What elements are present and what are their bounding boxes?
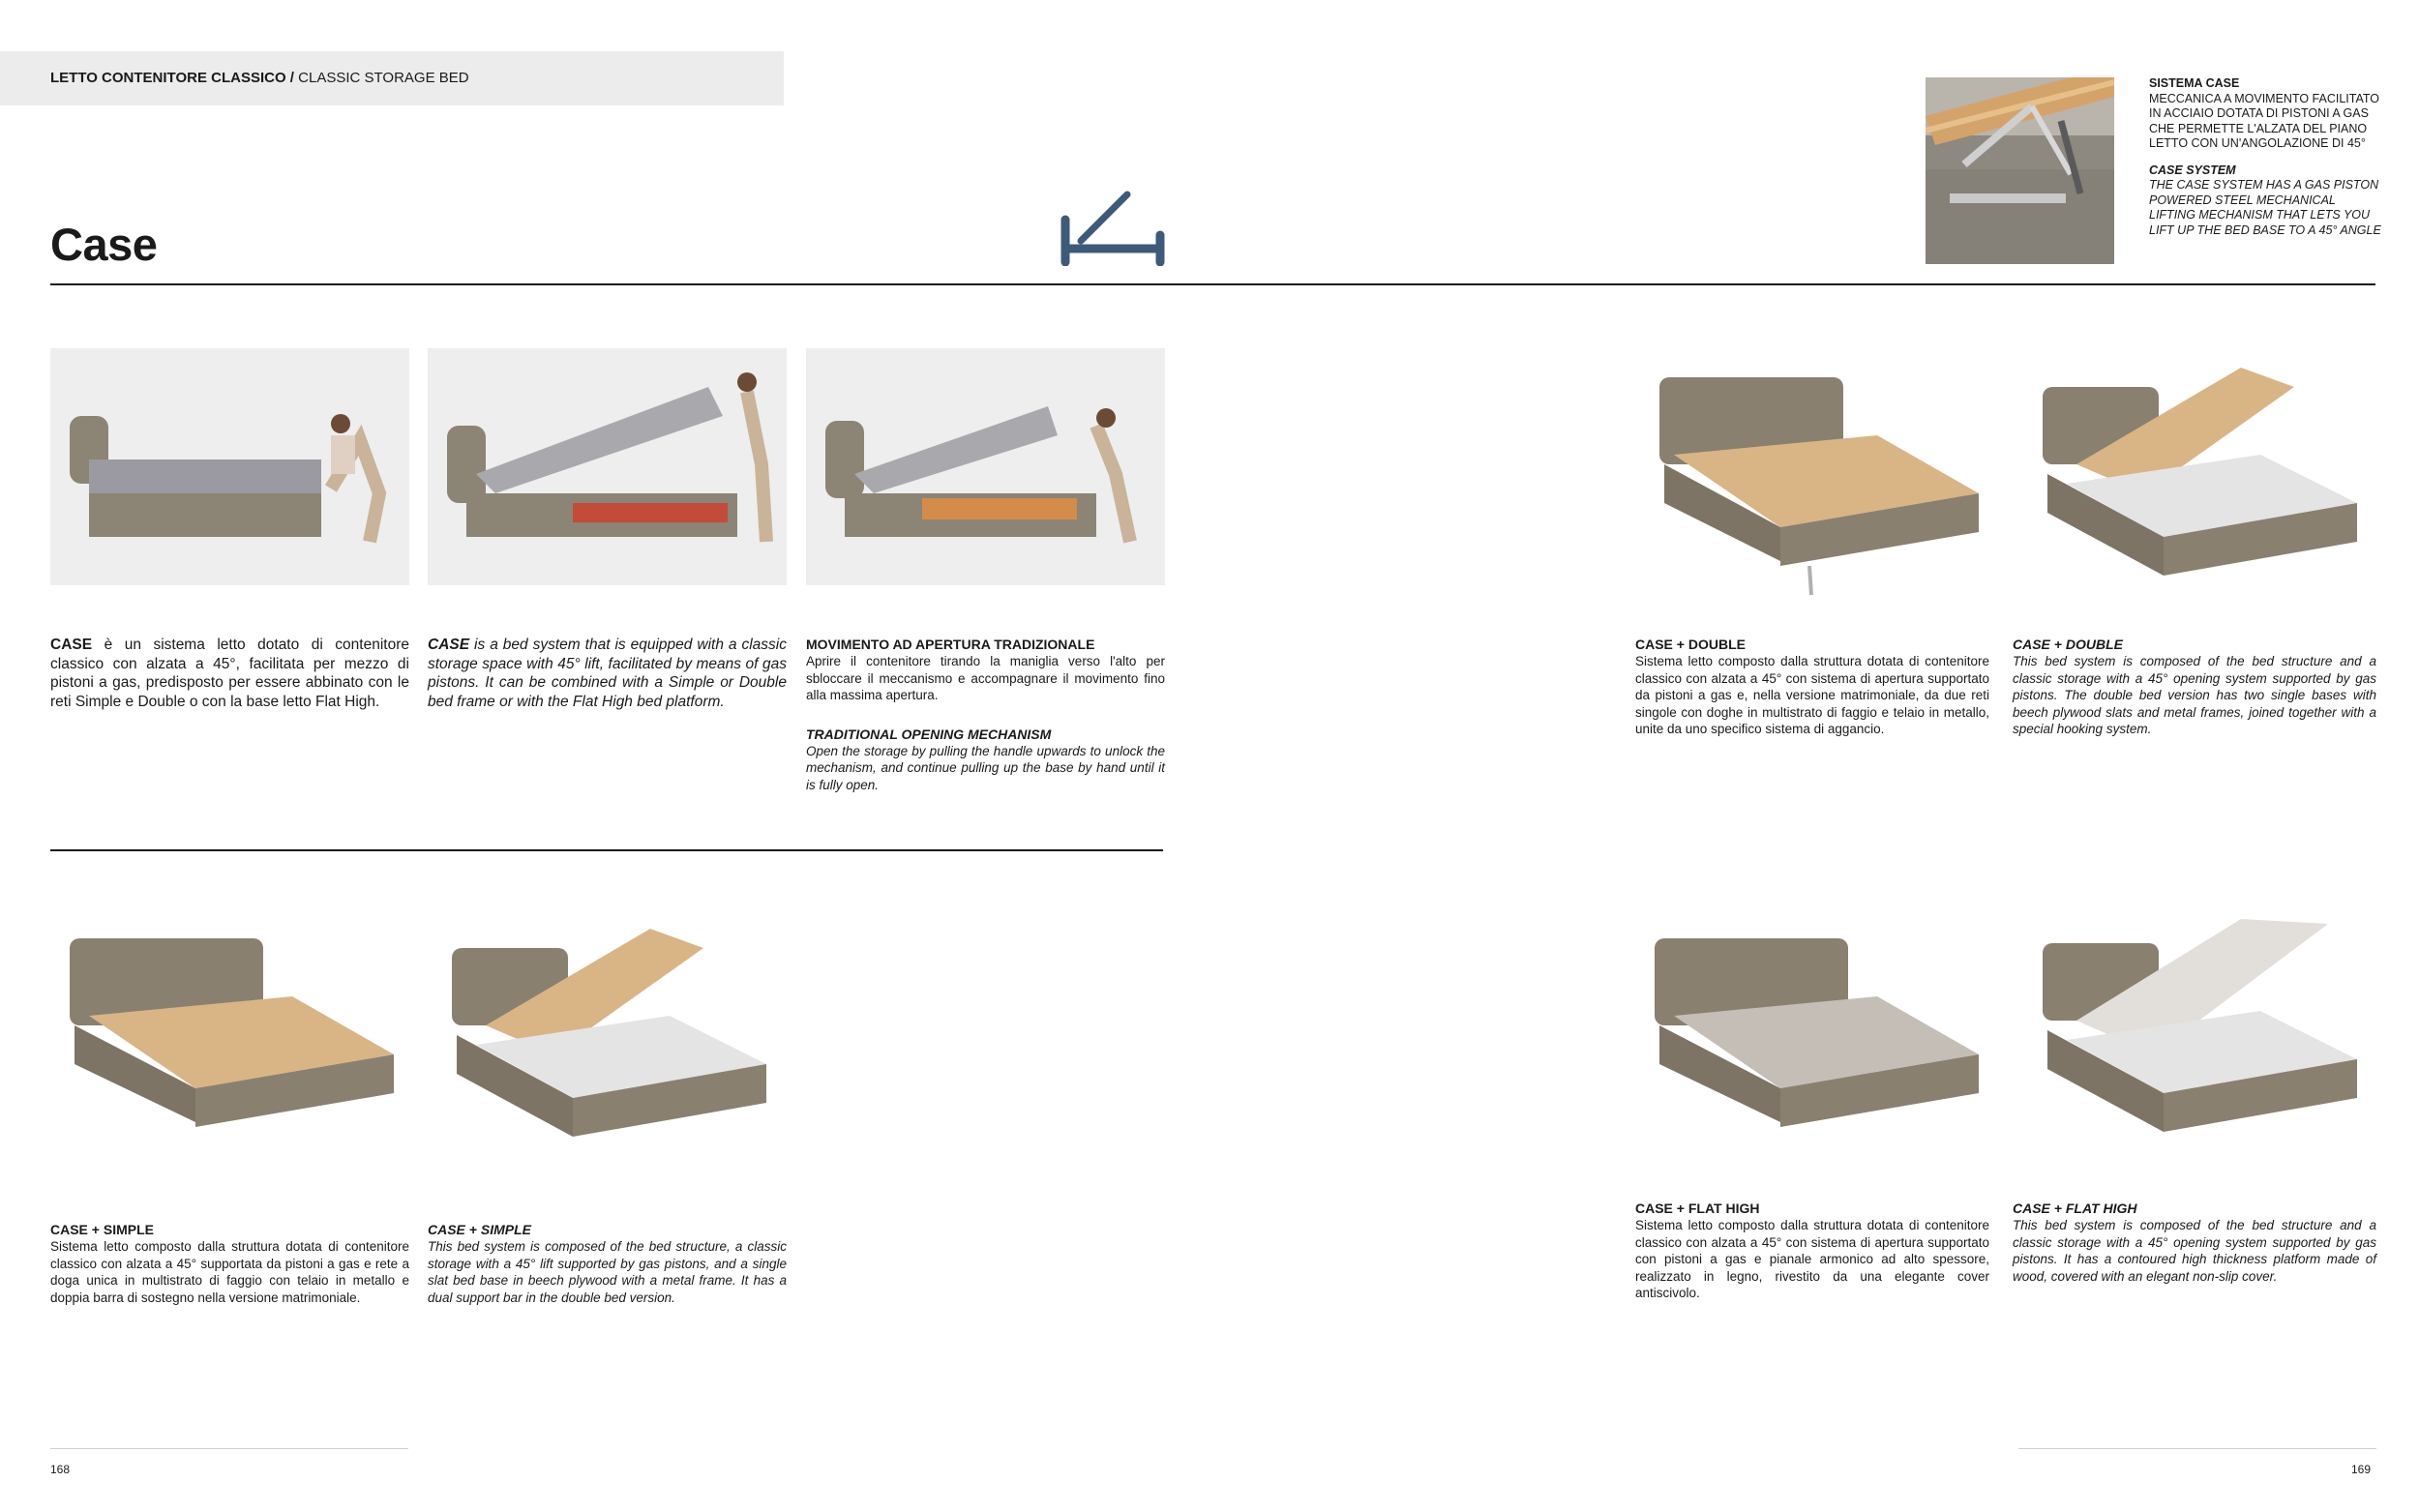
image-case-double-open [2018, 348, 2386, 609]
case-system-note [2149, 76, 2381, 238]
photo-bed-opening [428, 348, 787, 585]
case-flat-high-it [1635, 1200, 1989, 1302]
case-simple-en [428, 1221, 787, 1306]
mechanism-photo [1926, 77, 2114, 264]
header-title-it: LETTO CONTENITORE CLASSICO [50, 70, 286, 86]
section-header [50, 70, 469, 86]
image-case-simple-closed [50, 914, 418, 1171]
case-double-en [2013, 636, 2376, 738]
section-divider [50, 849, 1163, 851]
header-title-en: CLASSIC STORAGE BED [298, 70, 469, 86]
photo-bed-open [806, 348, 1165, 585]
intro-it [50, 636, 409, 711]
case-simple-text-en: This bed system is composed of the bed structure, a classic storage with a 45° lift supported by gas pistons, and a single slat bed base in beech plywood with a metal frame. It has a dual support bar in the double bed version. [428, 1239, 787, 1305]
case-flat-high-text-it: Sistema letto composto dalla struttura dotata di contenitore classico con alzata a 45° con sistema di apertura supportato con pistoni a gas e pianale armonico ad alto spessore, realizzato in legno, rivestito da una elegante cover antiscivolo. [1635, 1218, 1989, 1300]
image-case-flat-high-open [2018, 914, 2386, 1161]
case-flat-high-text-en: This bed system is composed of the bed structure and a classic storage with a 45° opening system supported by gas pistons. It has a contoured high thickness platform made of wood, covered with an elegant non-slip cover. [2013, 1218, 2376, 1284]
case-double-label-en: CASE + DOUBLE [2013, 637, 2123, 652]
intro-en [428, 636, 787, 711]
case-double-text-it: Sistema letto composto dalla struttura dotata di contenitore classico con alzata a 45° con sistema di apertura supportato da pistoni a gas e, nella versione matrimoniale, da due reti singole con doghe in multistrato di faggio e telaio in metallo, unite da uno specifico sistema di aggancio. [1635, 654, 1989, 736]
mechanism-text-en: Open the storage by pulling the handle upwards to unlock the mechanism, and continue pulling up the base by hand until it is fully open. [806, 743, 1165, 792]
header-separator: / [285, 70, 299, 86]
mechanism-label-it: MOVIMENTO AD APERTURA TRADIZIONALE [806, 637, 1095, 652]
case-simple-label-en: CASE + SIMPLE [428, 1222, 531, 1237]
intro-text-en: is a bed system that is equipped with a classic storage space with 45° lift, facilitated by means of gas pistons. It can be combined with a Simple or Double bed frame or with the Flat High bed platform. [428, 637, 787, 710]
photo-bed-closed [50, 348, 409, 585]
brand-name-it: CASE [50, 637, 93, 653]
bed-lift-icon [1060, 189, 1166, 266]
title-divider [50, 283, 2375, 285]
mechanism-label-en: TRADITIONAL OPENING MECHANISM [806, 726, 1052, 742]
case-flat-high-label-it: CASE + FLAT HIGH [1635, 1201, 1760, 1216]
image-case-double-closed [1635, 348, 2003, 609]
image-case-flat-high-closed [1635, 914, 2003, 1161]
page-title: Case [50, 219, 158, 270]
footer-rule-right [2018, 1448, 2376, 1449]
brand-name-en: CASE [428, 637, 470, 653]
case-system-label-en: CASE SYSTEM [2149, 163, 2236, 177]
intro-text-it: è un sistema letto dotato di contenitore classico con alzata a 45°, facilitata per mezzo di pistoni a gas, predisposto per essere abbinato con le reti Simple e Double o con la base letto Flat High. [50, 637, 409, 710]
case-double-text-en: This bed system is composed of the bed structure and a classic storage with a 45° opening system supported by gas pistons. The double bed version has two single bases with beech plywood slats and metal frames, joined together with a special hooking system. [2013, 654, 2376, 736]
case-system-text-it: MECCANICA A MOVIMENTO FACILITATO IN ACCIAIO DOTATA DI PISTONI A GAS CHE PERMETTE L'ALZATA DEL PIANO LETTO CON UN'ANGOLAZIONE DI 45° [2149, 91, 2380, 150]
mechanism-block [806, 636, 1165, 793]
footer-rule-left [50, 1448, 408, 1449]
case-system-label-it: SISTEMA CASE [2149, 76, 2240, 90]
case-double-label-it: CASE + DOUBLE [1635, 637, 1746, 652]
case-simple-label-it: CASE + SIMPLE [50, 1222, 154, 1237]
case-flat-high-label-en: CASE + FLAT HIGH [2013, 1201, 2137, 1216]
case-double-it [1635, 636, 1989, 738]
mechanism-text-it: Aprire il contenitore tirando la maniglia verso l'alto per sbloccare il meccanismo e accompagnare il movimento fino alla massima apertura. [806, 654, 1165, 702]
case-system-text-en: THE CASE SYSTEM HAS A GAS PISTON POWERED STEEL MECHANICAL LIFTING MECHANISM THAT LETS YOU LIFT UP THE BED BASE TO A 45° ANGLE [2149, 178, 2381, 237]
case-flat-high-en [2013, 1200, 2376, 1285]
page-number-left: 168 [50, 1463, 71, 1476]
case-simple-text-it: Sistema letto composto dalla struttura dotata di contenitore classico con alzata a 45° supportata da pistoni a gas e rete a doga unica in multistrato di faggio con telaio in metallo e doppia barra di sostegno nella versione matrimoniale. [50, 1239, 409, 1305]
case-simple-it [50, 1221, 409, 1306]
page-number-right: 169 [2351, 1463, 2372, 1476]
image-case-simple-open [428, 914, 795, 1171]
